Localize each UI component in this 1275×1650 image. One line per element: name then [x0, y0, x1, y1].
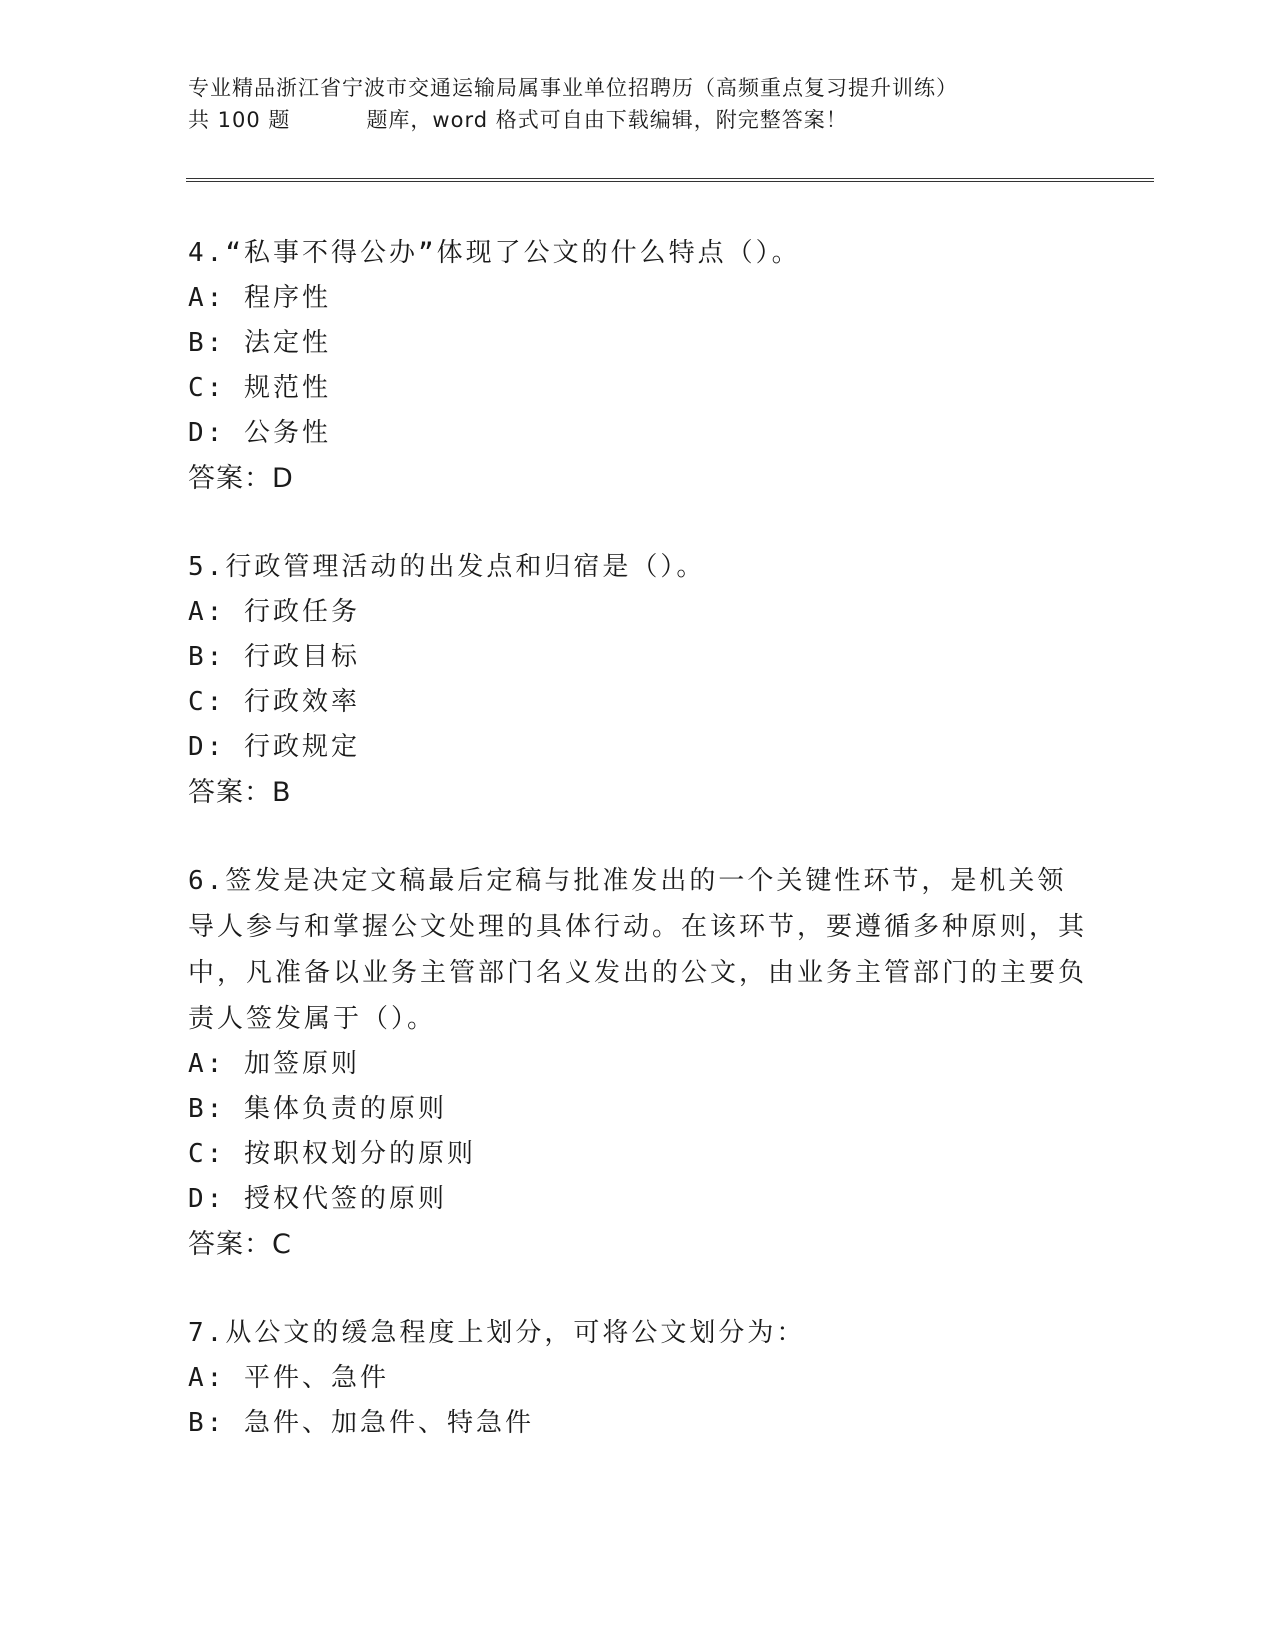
option-a: A : 程序性: [188, 276, 1088, 321]
question-4: [188, 230, 1088, 502]
header-format-note: 题库，word 格式可自由下载编辑，附完整答案！: [366, 108, 848, 132]
question-number: 6 .: [188, 866, 225, 896]
option-b: B : 法定性: [188, 321, 1088, 366]
header-question-count: 共 100 题: [188, 108, 291, 132]
question-text: 7 . 从公文的缓急程度上划分，可将公文划分为：: [188, 1310, 1088, 1356]
question-text: 4 . “私事不得公办”体现了公文的什么特点（）。: [188, 230, 1088, 276]
header-subtitle-line: [188, 104, 1088, 136]
question-number: 5 .: [188, 552, 225, 582]
question-number: 4 .: [188, 238, 225, 268]
question-text: 5 . 行政管理活动的出发点和归宿是（）。: [188, 544, 1088, 590]
option-c: C : 规范性: [188, 366, 1088, 411]
option-b: B : 行政目标: [188, 635, 1088, 680]
option-a: A : 行政任务: [188, 590, 1088, 635]
option-c: C : 行政效率: [188, 680, 1088, 725]
answer: 答案：D: [188, 463, 294, 494]
question-7: [188, 1310, 1088, 1446]
question-number: 7 .: [188, 1318, 225, 1348]
answer: 答案：B: [188, 777, 292, 808]
option-d: D : 公务性: [188, 411, 1088, 456]
option-b: B : 急件、加急件、特急件: [188, 1401, 1088, 1446]
option-c: C : 按职权划分的原则: [188, 1132, 1088, 1177]
option-b: B : 集体负责的原则: [188, 1087, 1088, 1132]
option-d: D : 授权代签的原则: [188, 1177, 1088, 1222]
question-5: [188, 544, 1088, 816]
header-title-line: 专业精品浙江省宁波市交通运输局属事业单位招聘历（高频重点复习提升训练）: [188, 76, 958, 100]
question-list: [188, 230, 1088, 1488]
option-a: A : 加签原则: [188, 1042, 1088, 1087]
answer: 答案：C: [188, 1229, 292, 1260]
question-6: [188, 858, 1088, 1268]
option-a: A : 平件、急件: [188, 1356, 1088, 1401]
header-divider: [186, 178, 1154, 182]
option-d: D : 行政规定: [188, 725, 1088, 770]
question-text: 6 . 签发是决定文稿最后定稿与批准发出的一个关键性环节，是机关领导人参与和掌握公文处理的具体行动。在该环节，要遵循多种原则，其中，凡准备以业务主管部门名义发出的公文，由业务主管部门的主要负责人签发属于（）。: [188, 858, 1088, 1042]
document-header: [188, 72, 1088, 136]
